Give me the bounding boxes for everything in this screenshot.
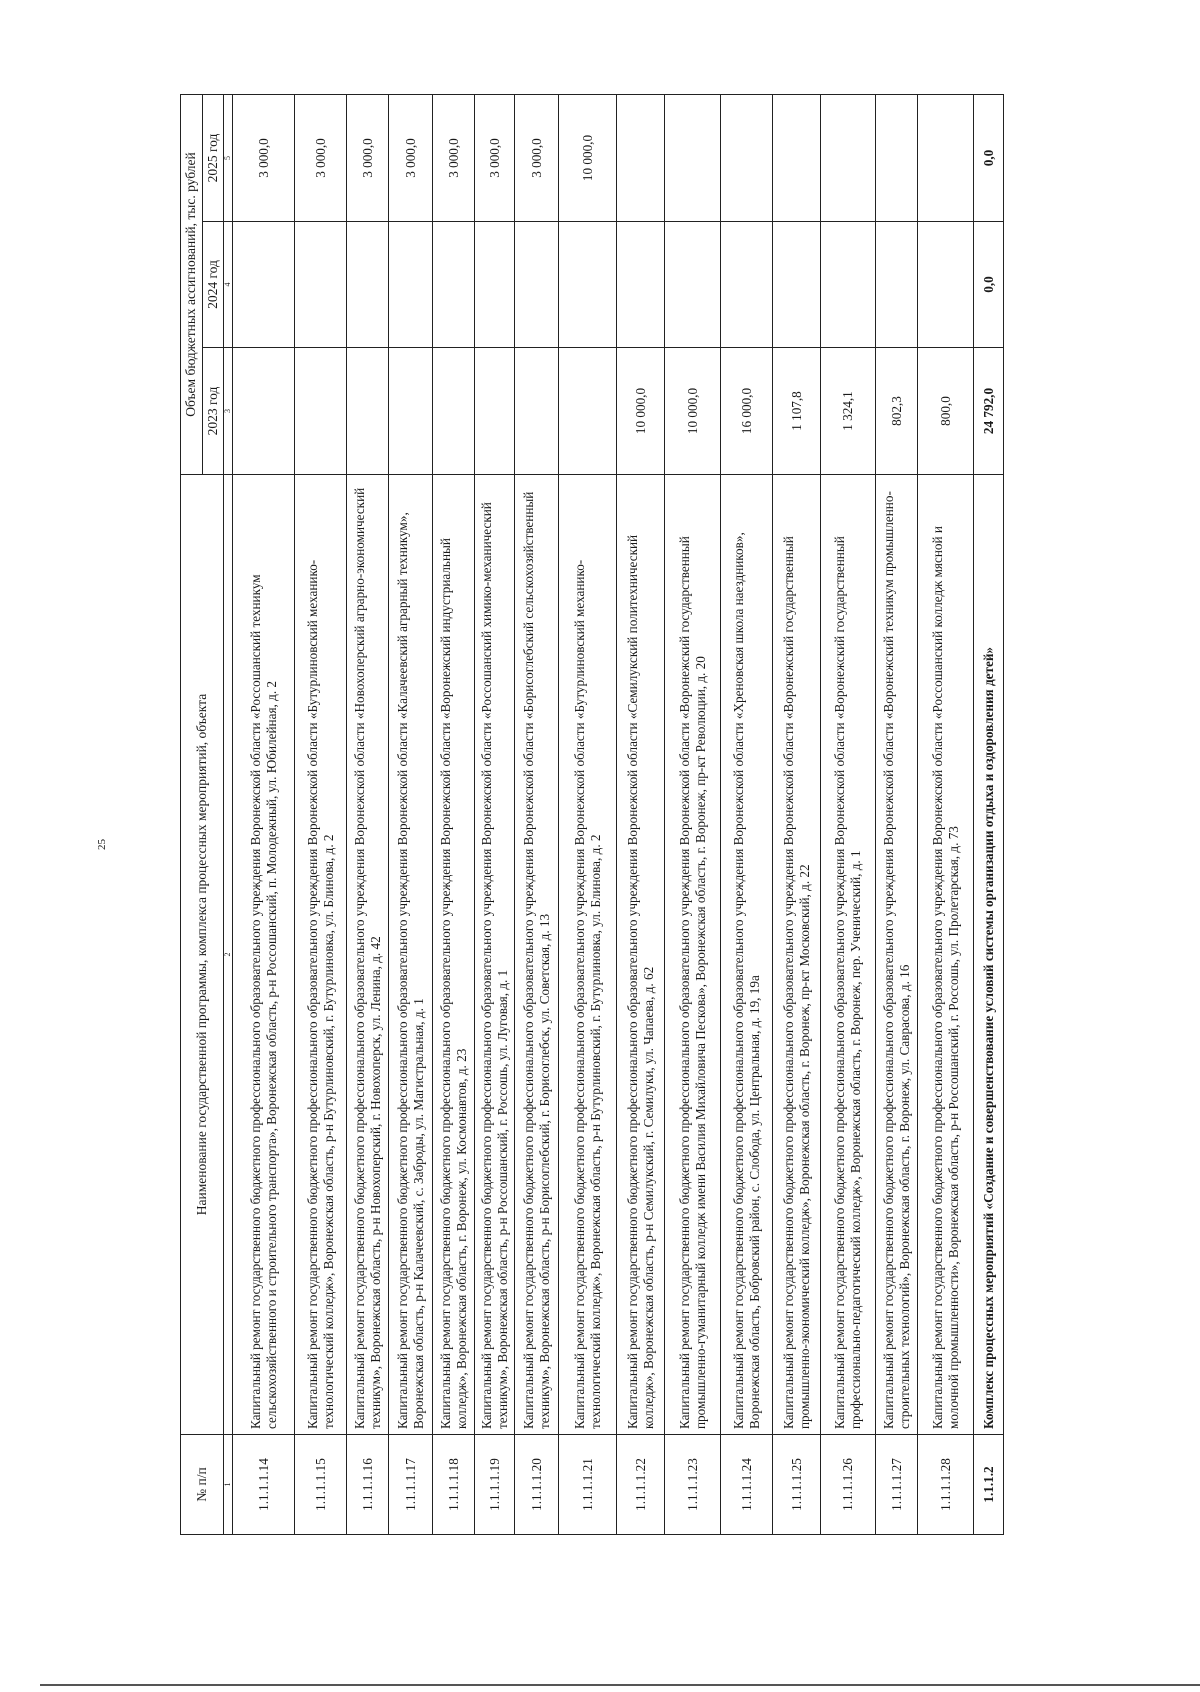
row-code: 1.1.1.1.28 xyxy=(918,1435,974,1535)
table-row xyxy=(295,95,347,1535)
row-text: Капитальный ремонт государственного бюджетного профессионального образовательного учреждения Воронежской области «Бутурлиновский механико-технологический колледж», Воронежская область, р-н Бутурлиновский, г. Бутурлиновка, ул. Блинова, д. 2 xyxy=(295,475,347,1435)
table-row xyxy=(617,95,665,1535)
row-value-2025: 3 000,0 xyxy=(389,95,433,222)
row-value-2024: 0,0 xyxy=(974,222,1004,348)
row-code: 1.1.1.1.18 xyxy=(433,1435,475,1535)
table-row xyxy=(918,95,974,1535)
row-value-2025 xyxy=(918,95,974,222)
row-value-2024 xyxy=(876,222,918,348)
table-row xyxy=(475,95,515,1535)
row-value-2025: 3 000,0 xyxy=(515,95,559,222)
row-value-2023 xyxy=(389,348,433,475)
row-code: 1.1.1.1.19 xyxy=(475,1435,515,1535)
row-text: Капитальный ремонт государственного бюджетного профессионального образовательного учреждения Воронежской области «Калачеевский аграрный техникум», Воронежская область, р-н Калачеевский, с. Заброды, ул. Магистральная, д. 1 xyxy=(389,475,433,1435)
row-value-2023 xyxy=(347,348,389,475)
table-row xyxy=(515,95,559,1535)
row-code: 1.1.1.1.14 xyxy=(233,1435,295,1535)
row-value-2025: 10 000,0 xyxy=(559,95,617,222)
header-2023: 2023 год xyxy=(203,348,224,475)
row-value-2025 xyxy=(876,95,918,222)
row-value-2023: 802,3 xyxy=(876,348,918,475)
header-2025: 2025 год xyxy=(203,95,224,222)
row-value-2025 xyxy=(773,95,821,222)
row-text: Капитальный ремонт государственного бюджетного профессионального образовательного учреждения Воронежской области «Семилукский политехнический колледж», Воронежская область, р-н Семилукский, г. Семилуки, ул. Чапаева, д. 62 xyxy=(617,475,665,1435)
row-code: 1.1.1.1.17 xyxy=(389,1435,433,1535)
row-value-2023: 800,0 xyxy=(918,348,974,475)
row-code: 1.1.1.1.24 xyxy=(721,1435,773,1535)
row-value-2025: 3 000,0 xyxy=(347,95,389,222)
table-row xyxy=(433,95,475,1535)
row-text: Капитальный ремонт государственного бюджетного профессионального образовательного учреждения Воронежской области «Бутурлиновский механико-технологический колледж», Воронежская область, р-н Бутурлиновский, г. Бутурлиновка, ул. Блинова, д. 2 xyxy=(559,475,617,1435)
colnum-3: 3 xyxy=(224,348,233,475)
row-value-2024 xyxy=(721,222,773,348)
rotated-page-content xyxy=(180,95,1180,1535)
row-text: Капитальный ремонт государственного бюджетного профессионального образовательного учреждения Воронежской области «Хреновская школа наездников», Воронежская область, Бобровский район, с. Слобода, ул. Центральная, д. 19, 19а xyxy=(721,475,773,1435)
row-text: Капитальный ремонт государственного бюджетного профессионального образовательного учреждения Воронежской области «Воронежский индустриальный колледж», Воронежская область, г. Воронеж, ул. Космонавтов, д. 23 xyxy=(433,475,475,1435)
row-code: 1.1.1.1.20 xyxy=(515,1435,559,1535)
row-value-2023: 1 107,8 xyxy=(773,348,821,475)
table-row xyxy=(559,95,617,1535)
row-code: 1.1.1.1.15 xyxy=(295,1435,347,1535)
row-value-2024 xyxy=(295,222,347,348)
row-value-2024 xyxy=(773,222,821,348)
row-value-2025 xyxy=(665,95,721,222)
row-text: Капитальный ремонт государственного бюджетного профессионального образовательного учреждения Воронежской области «Россошанский техникум сельскохозяйственного и строительного транспорта», Воронежская область, р-н Россошанский, п. Молодежный, ул. Юбилейная, д. 2 xyxy=(233,475,295,1435)
row-text: Капитальный ремонт государственного бюджетного профессионального образовательного учреждения Воронежской области «Воронежский государственный промышленно-гуманитарный колледж имени Василия Михайловича Пескова», Воронежская область, г. Воронеж, пр-кт Революции, д. 20 xyxy=(665,475,721,1435)
row-value-2024 xyxy=(918,222,974,348)
row-value-2024 xyxy=(821,222,876,348)
row-code: 1.1.1.1.23 xyxy=(665,1435,721,1535)
table-row xyxy=(389,95,433,1535)
colnum-1: 1 xyxy=(224,1435,233,1535)
table-row xyxy=(665,95,721,1535)
row-value-2023: 10 000,0 xyxy=(665,348,721,475)
header-budget: Объем бюджетных ассигнований, тыс. рублей xyxy=(181,95,203,475)
header-num: № п/п xyxy=(181,1435,224,1535)
total-row xyxy=(974,95,1004,1535)
row-value-2023 xyxy=(295,348,347,475)
table-row xyxy=(773,95,821,1535)
row-value-2024 xyxy=(617,222,665,348)
row-text: Капитальный ремонт государственного бюджетного профессионального образовательного учреждения Воронежской области «Воронежский государственный профессионально-педагогический колледж», Воронежская область, г. Воронеж, пер. Ученический, д. 1 xyxy=(821,475,876,1435)
row-value-2024 xyxy=(515,222,559,348)
table-row xyxy=(821,95,876,1535)
row-value-2024 xyxy=(389,222,433,348)
row-text: Комплекс процессных мероприятий «Создание и совершенствование условий системы организации отдыха и оздоровления детей» xyxy=(974,475,1004,1435)
table-row xyxy=(721,95,773,1535)
colnum-2: 2 xyxy=(224,475,233,1435)
row-value-2024 xyxy=(233,222,295,348)
row-text: Капитальный ремонт государственного бюджетного профессионального образовательного учреждения Воронежской области «Новохоперский аграрно-экономический техникум», Воронежская область, р-н Новохоперский, г. Новохоперск, ул. Ленина, д. 42 xyxy=(347,475,389,1435)
row-value-2025: 0,0 xyxy=(974,95,1004,222)
budget-table xyxy=(180,94,1004,1535)
header-2024: 2024 год xyxy=(203,222,224,348)
row-value-2023 xyxy=(475,348,515,475)
colnum-5: 5 xyxy=(224,95,233,222)
row-code: 1.1.1.2 xyxy=(974,1435,1004,1535)
row-value-2023 xyxy=(515,348,559,475)
row-value-2025: 3 000,0 xyxy=(295,95,347,222)
row-value-2025 xyxy=(821,95,876,222)
row-text: Капитальный ремонт государственного бюджетного профессионального образовательного учреждения Воронежской области «Воронежский государственный промышленно-экономический колледж», Воронежская область, г. Воронеж, пр-кт Московский, д. 22 xyxy=(773,475,821,1435)
row-value-2023 xyxy=(433,348,475,475)
row-value-2025: 3 000,0 xyxy=(433,95,475,222)
row-value-2025: 3 000,0 xyxy=(475,95,515,222)
row-value-2025: 3 000,0 xyxy=(233,95,295,222)
row-text: Капитальный ремонт государственного бюджетного профессионального образовательного учреждения Воронежской области «Россошанский химико-механический техникум», Воронежская область, р-н Россошанский, г. Россошь, ул. Луговая, д. 1 xyxy=(475,475,515,1435)
colnum-4: 4 xyxy=(224,222,233,348)
table-row xyxy=(233,95,295,1535)
row-text: Капитальный ремонт государственного бюджетного профессионального образовательного учреждения Воронежской области «Россошанский колледж мясной и молочной промышленности», Воронежская область, р-н Россошанский, г. Россошь, ул. Пролетарская, д. 73 xyxy=(918,475,974,1435)
row-code: 1.1.1.1.26 xyxy=(821,1435,876,1535)
row-value-2024 xyxy=(665,222,721,348)
scan-bottom-edge xyxy=(40,1684,1200,1686)
row-value-2024 xyxy=(559,222,617,348)
row-value-2024 xyxy=(433,222,475,348)
row-value-2023: 10 000,0 xyxy=(617,348,665,475)
row-value-2025 xyxy=(721,95,773,222)
row-value-2024 xyxy=(347,222,389,348)
row-value-2023: 24 792,0 xyxy=(974,348,1004,475)
row-value-2023 xyxy=(559,348,617,475)
row-code: 1.1.1.1.16 xyxy=(347,1435,389,1535)
page-number: 25 xyxy=(96,839,108,850)
row-text: Капитальный ремонт государственного бюджетного профессионального образовательного учреждения Воронежской области «Борисоглебский сельскохозяйственный техникум», Воронежская область, р-н Борисоглебский, г. Борисоглебск, ул. Советская, д. 13 xyxy=(515,475,559,1435)
row-value-2023: 1 324,1 xyxy=(821,348,876,475)
row-code: 1.1.1.1.25 xyxy=(773,1435,821,1535)
table-row xyxy=(347,95,389,1535)
row-code: 1.1.1.1.21 xyxy=(559,1435,617,1535)
row-value-2023 xyxy=(233,348,295,475)
row-value-2024 xyxy=(475,222,515,348)
row-value-2025 xyxy=(617,95,665,222)
row-code: 1.1.1.1.22 xyxy=(617,1435,665,1535)
row-value-2023: 16 000,0 xyxy=(721,348,773,475)
row-text: Капитальный ремонт государственного бюджетного профессионального образовательного учреждения Воронежской области «Воронежский техникум промышленно-строительных технологий», Воронежская область, г. Воронеж, ул. Савраcова, д. 16 xyxy=(876,475,918,1435)
header-name: Наименование государственной программы, комплекса процессных мероприятий, объекта xyxy=(181,475,224,1435)
row-code: 1.1.1.1.27 xyxy=(876,1435,918,1535)
table-row xyxy=(876,95,918,1535)
